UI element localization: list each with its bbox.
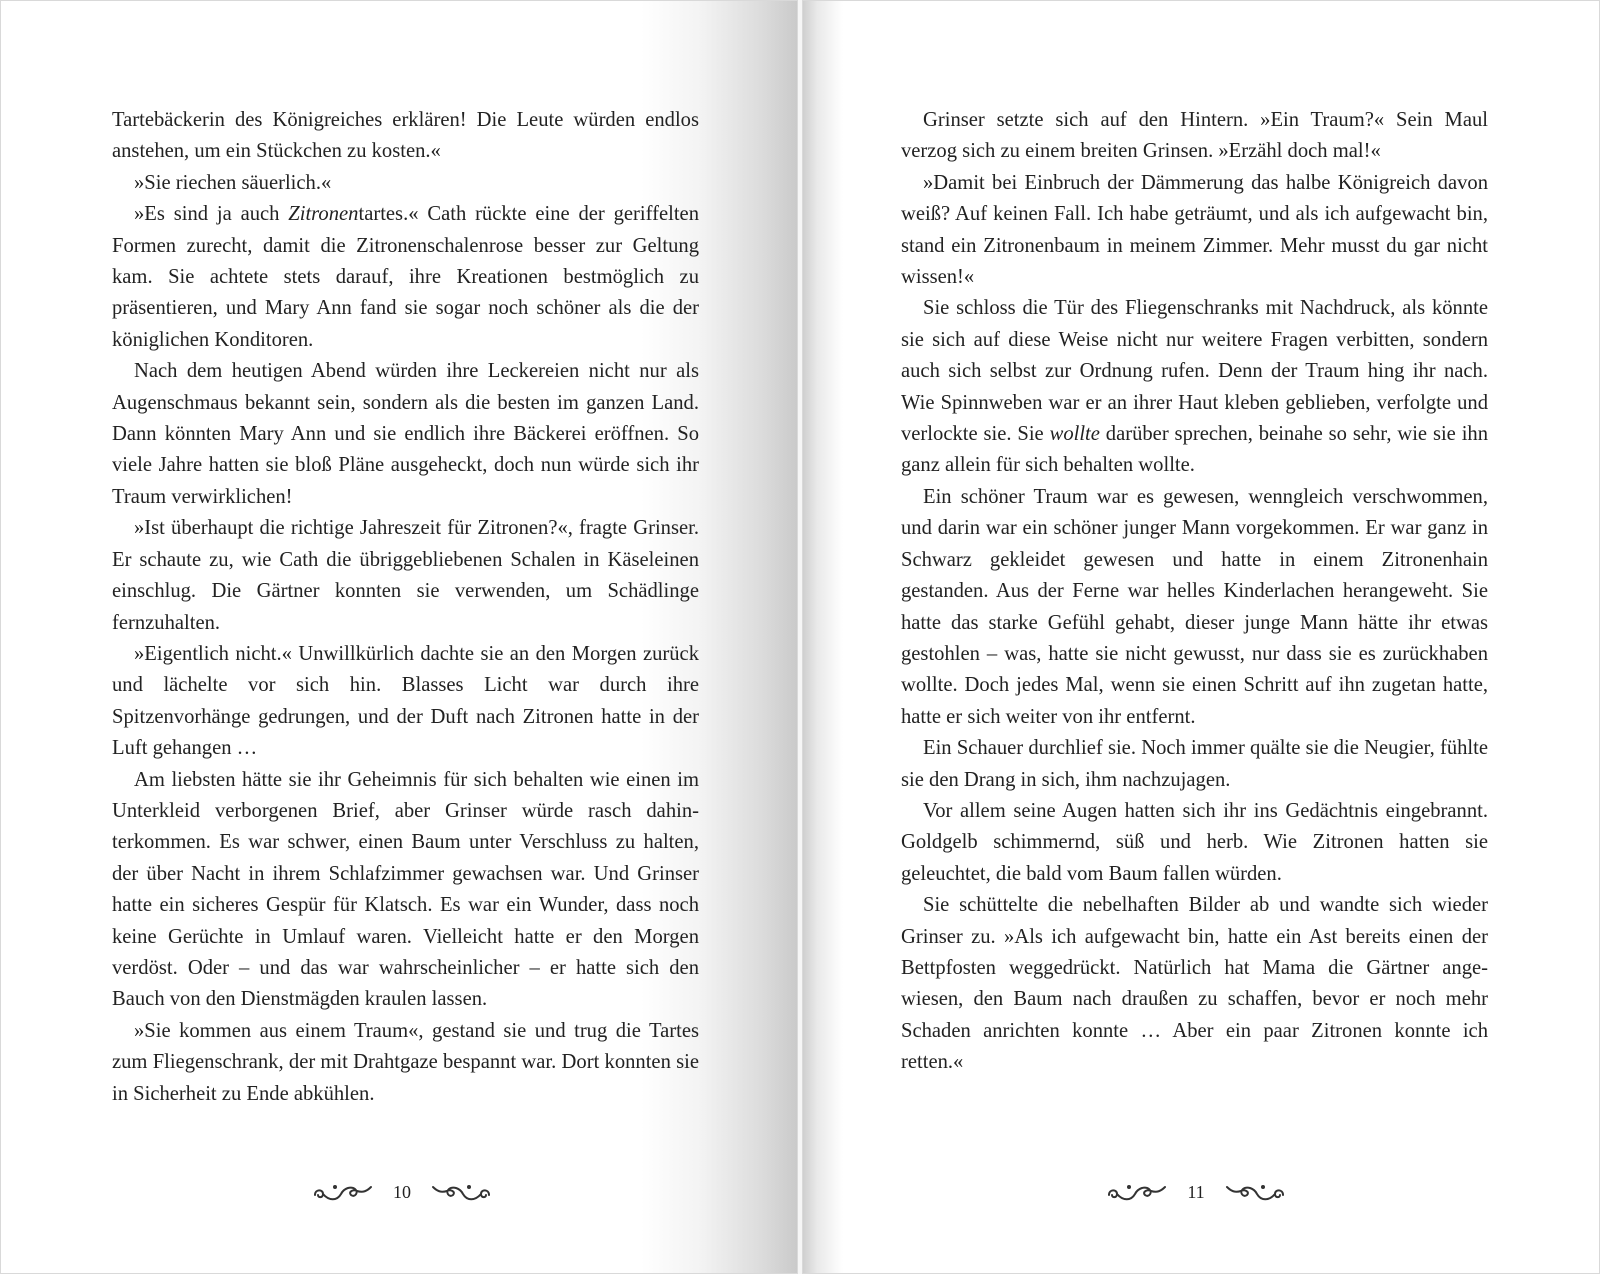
- left-page-text: [112, 105, 699, 1110]
- text-run: tartes.« Cath rückte eine der geriffelten Formen zurecht, damit die Zitronenschalenrose besser zur Geltung kam. Sie achtete stets darauf, ihre Kreationen bestmöglich zu präsentieren, und Mary Ann fand sie sogar noch schöner als die der königlichen Konditoren.: [112, 203, 699, 351]
- paragraph: [112, 168, 699, 199]
- right-page-text: [901, 105, 1488, 1079]
- paragraph: [901, 890, 1488, 1078]
- text-run: Sie schüttelte die nebelhaften Bilder ab und wandte sich wieder Grinser zu. »Als ich aufgewacht bin, hatte ein Ast bereits einen der Bettpfosten weggedrückt. Natürlich hat Mama die Gärtner angewiesen, den Baum nach draußen zu schaffen, bevor er noch mehr Schaden anrichten konnte … Aber ein paar Zitronen konnte ich retten.«: [901, 894, 1488, 1074]
- text-run: »Sie riechen säuerlich.«: [134, 171, 332, 194]
- paragraph: [112, 639, 699, 765]
- left-page: [0, 0, 798, 1274]
- text-run: Am liebsten hätte sie ihr Geheimnis für sich behalten wie einen im Unterkleid verborgenen Brief, aber Grinser würde rasch dahinterkommen. Es war schwer, einen Baum unter Verschluss zu halten, der über Nacht in ihrem Schlafzimmer gewachsen war. Und Grinser hatte ein sicheres Gespür für Klatsch. Es war ein Wunder, dass noch keine Gerüchte in Umlauf waren. Vielleicht hatte er den Morgen verdöst. Oder – und das war wahrscheinlicher – er hatte sich den Bauch von den Dienstmägden kraulen lassen.: [112, 768, 699, 1011]
- text-run: Nach dem heutigen Abend würden ihre Leckereien nicht nur als Augenschmaus bekannt sein, sondern als die besten im ganzen Land. Dann könnten Mary Ann und sie endlich ihre Bäckerei eröffnen. So viele Jahre hatten sie bloß Pläne ausgeheckt, doch nun würde sich ihr Traum verwirklichen!: [112, 360, 699, 508]
- text-run: Vor allem seine Augen hatten sich ihr ins Gedächtnis eingebrannt. Goldgelb schimmernd, süß und herb. Wie Zitronen hatten sie geleuchtet, die bald vom Baum fallen würden.: [901, 799, 1488, 885]
- italic-text: Zitronen: [288, 203, 359, 226]
- text-run: Sie schloss die Tür des Fliegenschranks mit Nachdruck, als könnte sie sich auf diese Weise nicht nur weitere Fragen verbitten, sondern auch sich selbst zur Ordnung rufen. Denn der Traum hing ihr nach. Wie Spinnweben war er an ihrer Haut kleben geblieben, verfolgte und verlockte sie. Sie: [901, 297, 1488, 446]
- paragraph: [112, 105, 699, 168]
- text-run: »Ist überhaupt die richtige Jahreszeit für Zitronen?«, fragte Grinser. Er schaute zu, wie Cath die übriggebliebenen Schalen in Käseleinen einschlug. Die Gärtner konnten sie verwenden, um Schädlinge fernzuhalten.: [112, 517, 699, 634]
- paragraph: [901, 796, 1488, 890]
- flourish-left-icon: [1105, 1179, 1169, 1205]
- paragraph: [112, 1016, 699, 1110]
- left-page-footer: [0, 1179, 796, 1205]
- text-run: »Damit bei Einbruch der Dämmerung das halbe Königreich davon weiß? Auf keinen Fall. Ich habe geträumt, und als ich aufgewacht bin, stand ein Zitronenbaum in meinem Zimmer. Mehr musst du gar nicht wissen!«: [901, 171, 1488, 289]
- paragraph: [112, 356, 699, 513]
- flourish-right-icon: [1223, 1179, 1287, 1205]
- text-run: »Sie kommen aus einem Traum«, gestand sie und trug die Tartes zum Fliegenschrank, der mit Drahtgaze bespannt war. Dort konnten sie in Sicherheit zu Ende abkühlen.: [112, 1019, 699, 1105]
- paragraph: [112, 765, 699, 1016]
- paragraph: [901, 733, 1488, 796]
- text-run: »Es sind ja auch: [134, 203, 289, 226]
- paragraph: [112, 513, 699, 639]
- flourish-left-icon: [311, 1179, 375, 1205]
- text-run: »Eigentlich nicht.« Unwillkürlich dachte sie an den Morgen zurück und lächelte vor sich hin. Blasses Licht war durch ihre Spitzenvorhänge gedrungen, und der Duft nach Zitronen hatte in der Luft gehangen …: [112, 642, 699, 760]
- paragraph: [112, 199, 699, 356]
- text-run: darüber sprechen, beinahe so sehr, wie sie ihn ganz allein für sich behalten wollte.: [901, 423, 1489, 477]
- paragraph: [901, 293, 1488, 481]
- flourish-right-icon: [429, 1179, 493, 1205]
- text-run: Ein Schauer durchlief sie. Noch immer quälte sie die Neugier, fühlte sie den Drang in sich, ihm nachzujagen.: [901, 737, 1488, 791]
- page-number: 11: [1187, 1181, 1205, 1202]
- page-number: 10: [393, 1181, 411, 1202]
- text-run: Tartebäckerin des Königreiches erklären! Die Leute würden endlos anstehen, um ein Stückchen zu kosten.«: [112, 109, 699, 163]
- text-run: Ein schöner Traum war es gewesen, wenngleich verschwommen, und darin war ein schöner junger Mann vorgekommen. Er war ganz in Schwarz gekleidet gewesen und hatte in einem Zitronenhain gestanden. Aus der Ferne war helles Kinderlachen herangeweht. Sie hatte das starke Gefühl gehabt, dieser junge Mann hätte ihr etwas gestohlen – was, hatte sie nicht gewusst, nur dass sie es zurückhaben wollte. Doch jedes Mal, wenn sie einen Schritt auf ihn zugetan hatte, hatte er sich weiter von ihr entfernt.: [901, 485, 1488, 728]
- paragraph: [901, 482, 1488, 733]
- right-page: [802, 0, 1600, 1274]
- paragraph: [901, 168, 1488, 294]
- right-page-footer: [803, 1179, 1600, 1205]
- italic-text: wollte: [1049, 423, 1100, 446]
- text-run: Grinser setzte sich auf den Hintern. »Ein Traum?« Sein Maul verzog sich zu einem breiten Grinsen. »Erzähl doch mal!«: [901, 109, 1488, 163]
- paragraph: [901, 105, 1488, 168]
